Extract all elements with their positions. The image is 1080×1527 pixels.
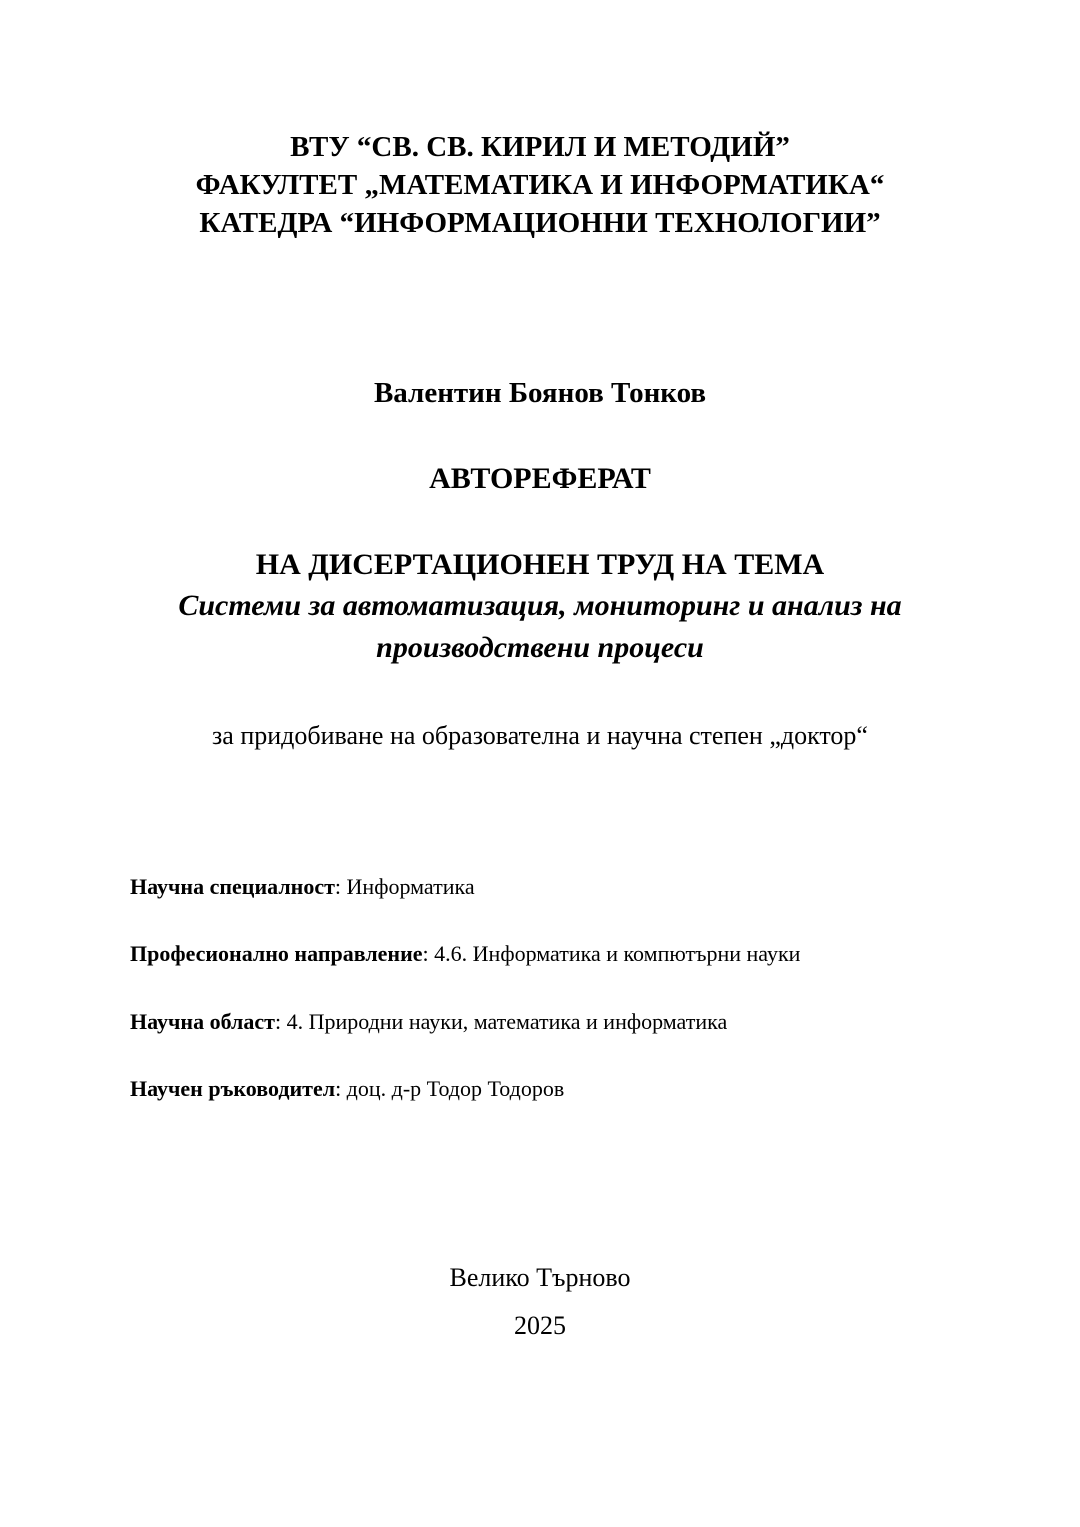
detail-professional-field xyxy=(130,939,1030,969)
detail-value: : 4.6. Информатика и компютърни науки xyxy=(422,941,801,966)
detail-label: Научен ръководител xyxy=(130,1076,336,1101)
detail-label: Научна специалност xyxy=(130,874,335,899)
thesis-title-line-2: производствени процеси xyxy=(376,631,704,664)
place-and-year xyxy=(0,1254,1080,1350)
detail-scientific-specialty xyxy=(130,872,1030,902)
institution-header xyxy=(0,128,1080,242)
detail-scientific-area xyxy=(130,1007,1030,1037)
detail-supervisor xyxy=(130,1074,1030,1104)
detail-label: Професионално направление xyxy=(130,941,423,966)
thesis-title-line-1: Системи за автоматизация, мониторинг и анализ на xyxy=(178,589,902,622)
detail-label: Научна област xyxy=(130,1009,275,1034)
document-type: АВТОРЕФЕРАТ xyxy=(429,462,651,495)
year: 2025 xyxy=(514,1311,566,1340)
thesis-title-block xyxy=(0,545,1080,669)
detail-value: : доц. д-р Тодор Тодоров xyxy=(335,1076,565,1101)
degree-statement: за придобиване на образователна и научна степен „доктор“ xyxy=(212,721,868,750)
university-name: ВТУ “СВ. СВ. КИРИЛ И МЕТОДИЙ” xyxy=(290,131,790,163)
department-name: КАТЕДРА “ИНФОРМАЦИОННИ ТЕХНОЛОГИИ” xyxy=(199,207,881,239)
city: Велико Търново xyxy=(449,1263,631,1292)
faculty-name: ФАКУЛТЕТ „МАТЕМАТИКА И ИНФОРМАТИКА“ xyxy=(195,169,885,201)
detail-value: : 4. Природни науки, математика и информатика xyxy=(274,1009,728,1034)
detail-value: : Информатика xyxy=(334,874,475,899)
author-name: Валентин Боянов Тонков xyxy=(373,377,707,409)
thesis-heading: НА ДИСЕРТАЦИОНЕН ТРУД НА ТЕМА xyxy=(255,548,825,581)
